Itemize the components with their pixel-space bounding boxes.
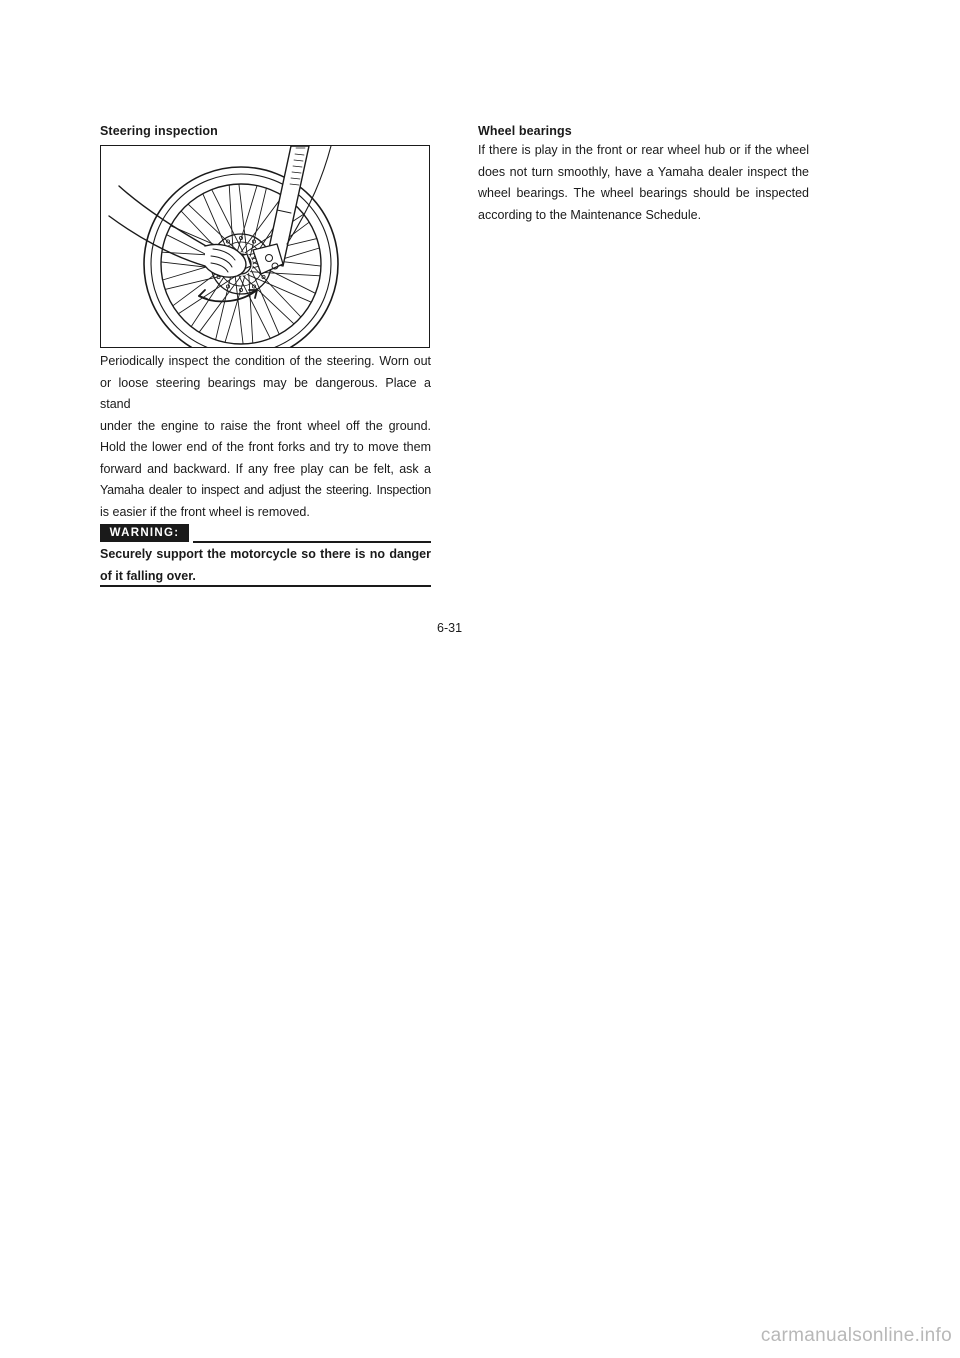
warning-label: WARNING:: [100, 524, 189, 542]
spoke: [250, 188, 266, 256]
steering-illustration-svg: [101, 146, 430, 348]
watermark: carmanualsonline.info: [760, 1325, 952, 1346]
arm-upper-edge: [119, 186, 239, 254]
paragraph-line: Periodically inspect the condition of the steering. Worn out: [100, 354, 431, 368]
paragraph-line: under the engine to raise the front wheel off the ground.: [100, 418, 431, 433]
brake-caliper: [253, 244, 283, 274]
wheel-bearings-paragraph: [478, 140, 809, 226]
warning-line: of it falling over.: [100, 568, 196, 583]
paragraph-line: according to the Maintenance Schedule.: [478, 207, 702, 222]
warning-line: Securely support the motorcycle so there is no danger: [100, 547, 431, 561]
paragraph-line: or loose steering bearings may be dangerous. Place a stand: [100, 375, 431, 411]
warning-top-rule: [193, 541, 431, 543]
front-wheel-steering-inspection-illustration: [100, 145, 430, 348]
page-number: 6-31: [437, 621, 463, 635]
warning-bottom-rule: [100, 585, 431, 587]
warning-text: [100, 544, 431, 587]
paragraph-line: Yamaha dealer to inspect and adjust the steering. Inspection: [100, 483, 431, 497]
paragraph-line: wheel bearings. The wheel bearings should be inspected: [478, 186, 809, 200]
wheel-bearings-heading: Wheel bearings: [478, 124, 572, 138]
paragraph-line: If there is play in the front or rear wheel hub or if the wheel: [478, 143, 809, 157]
hand: [205, 244, 246, 277]
paragraph-line: does not turn smoothly, have a Yamaha dealer inspect the: [478, 164, 809, 179]
paragraph-line: is easier if the front wheel is removed.: [100, 504, 310, 519]
paragraph-line: Hold the lower end of the front forks and try to move them: [100, 440, 431, 454]
steering-inspection-heading: Steering inspection: [100, 124, 218, 138]
warning-header: [100, 524, 431, 542]
spoke: [216, 272, 232, 340]
paragraph-line: forward and backward. If any free play can be felt, ask a: [100, 461, 431, 476]
steering-inspection-paragraph: [100, 351, 431, 523]
